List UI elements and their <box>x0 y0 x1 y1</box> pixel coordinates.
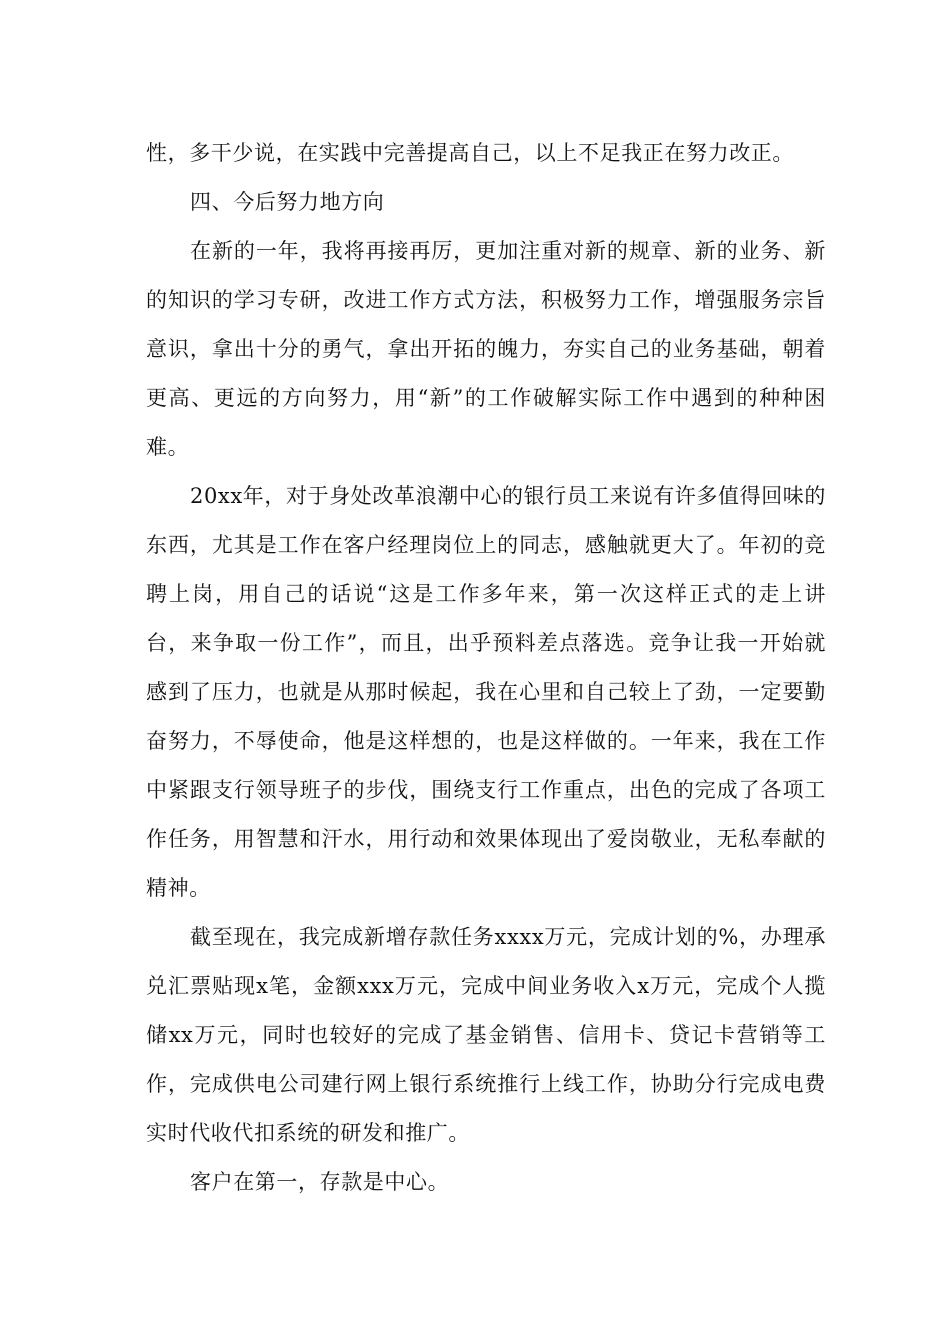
paragraph-year-review: 20xx年，对于身处改革浪潮中心的银行员工来说有许多值得回味的东西，尤其是工作在客户经理岗位上的同志，感触就更大了。年初的竞聘上岗，用自己的话说“这是工作多年来，第一次这样正式的走上讲台，来争取一份工作”，而且，出乎预料差点落选。竞争让我一开始就感到了压力，也就是从那时候起，我在心里和自己较上了劲，一定要勤奋努力，不辱使命，他是这样想的，也是这样做的。一年来，我在工作中紧跟支行领导班子的步伐，围绕支行工作重点，出色的完成了各项工作任务，用智慧和汗水，用行动和效果体现出了爱岗敬业，无私奉献的精神。 <box>146 484 827 900</box>
paragraph-continuation: 性，多干少说，在实践中完善提高自己，以上不足我正在努力改正。 <box>146 141 794 165</box>
paragraph-customer-first: 客户在第一，存款是中心。 <box>190 1170 450 1194</box>
paragraph-future-plans: 在新的一年，我将再接再厉，更加注重对新的规章、新的业务、新的知识的学习专研，改进工作方式方法，积极努力工作，增强服务宗旨意识，拿出十分的勇气，拿出开拓的魄力，夯实自己的业务基础，朝着更高、更远的方向努力，用“新”的工作破解实际工作中遇到的种种困难。 <box>146 239 826 459</box>
document-body <box>146 129 826 1207</box>
section-heading: 四、今后努力地方向 <box>190 190 385 214</box>
paragraph-achievements: 截至现在，我完成新增存款任务xxxx万元，完成计划的%，办理承兑汇票贴现x笔，金额xxx万元，完成中间业务收入x万元，完成个人揽储xx万元，同时也较好的完成了基金销售、信用卡、贷记卡营销等工作，完成供电公司建行网上银行系统推行上线工作，协助分行完成电费实时代收代扣系统的研发和推广。 <box>146 925 826 1145</box>
